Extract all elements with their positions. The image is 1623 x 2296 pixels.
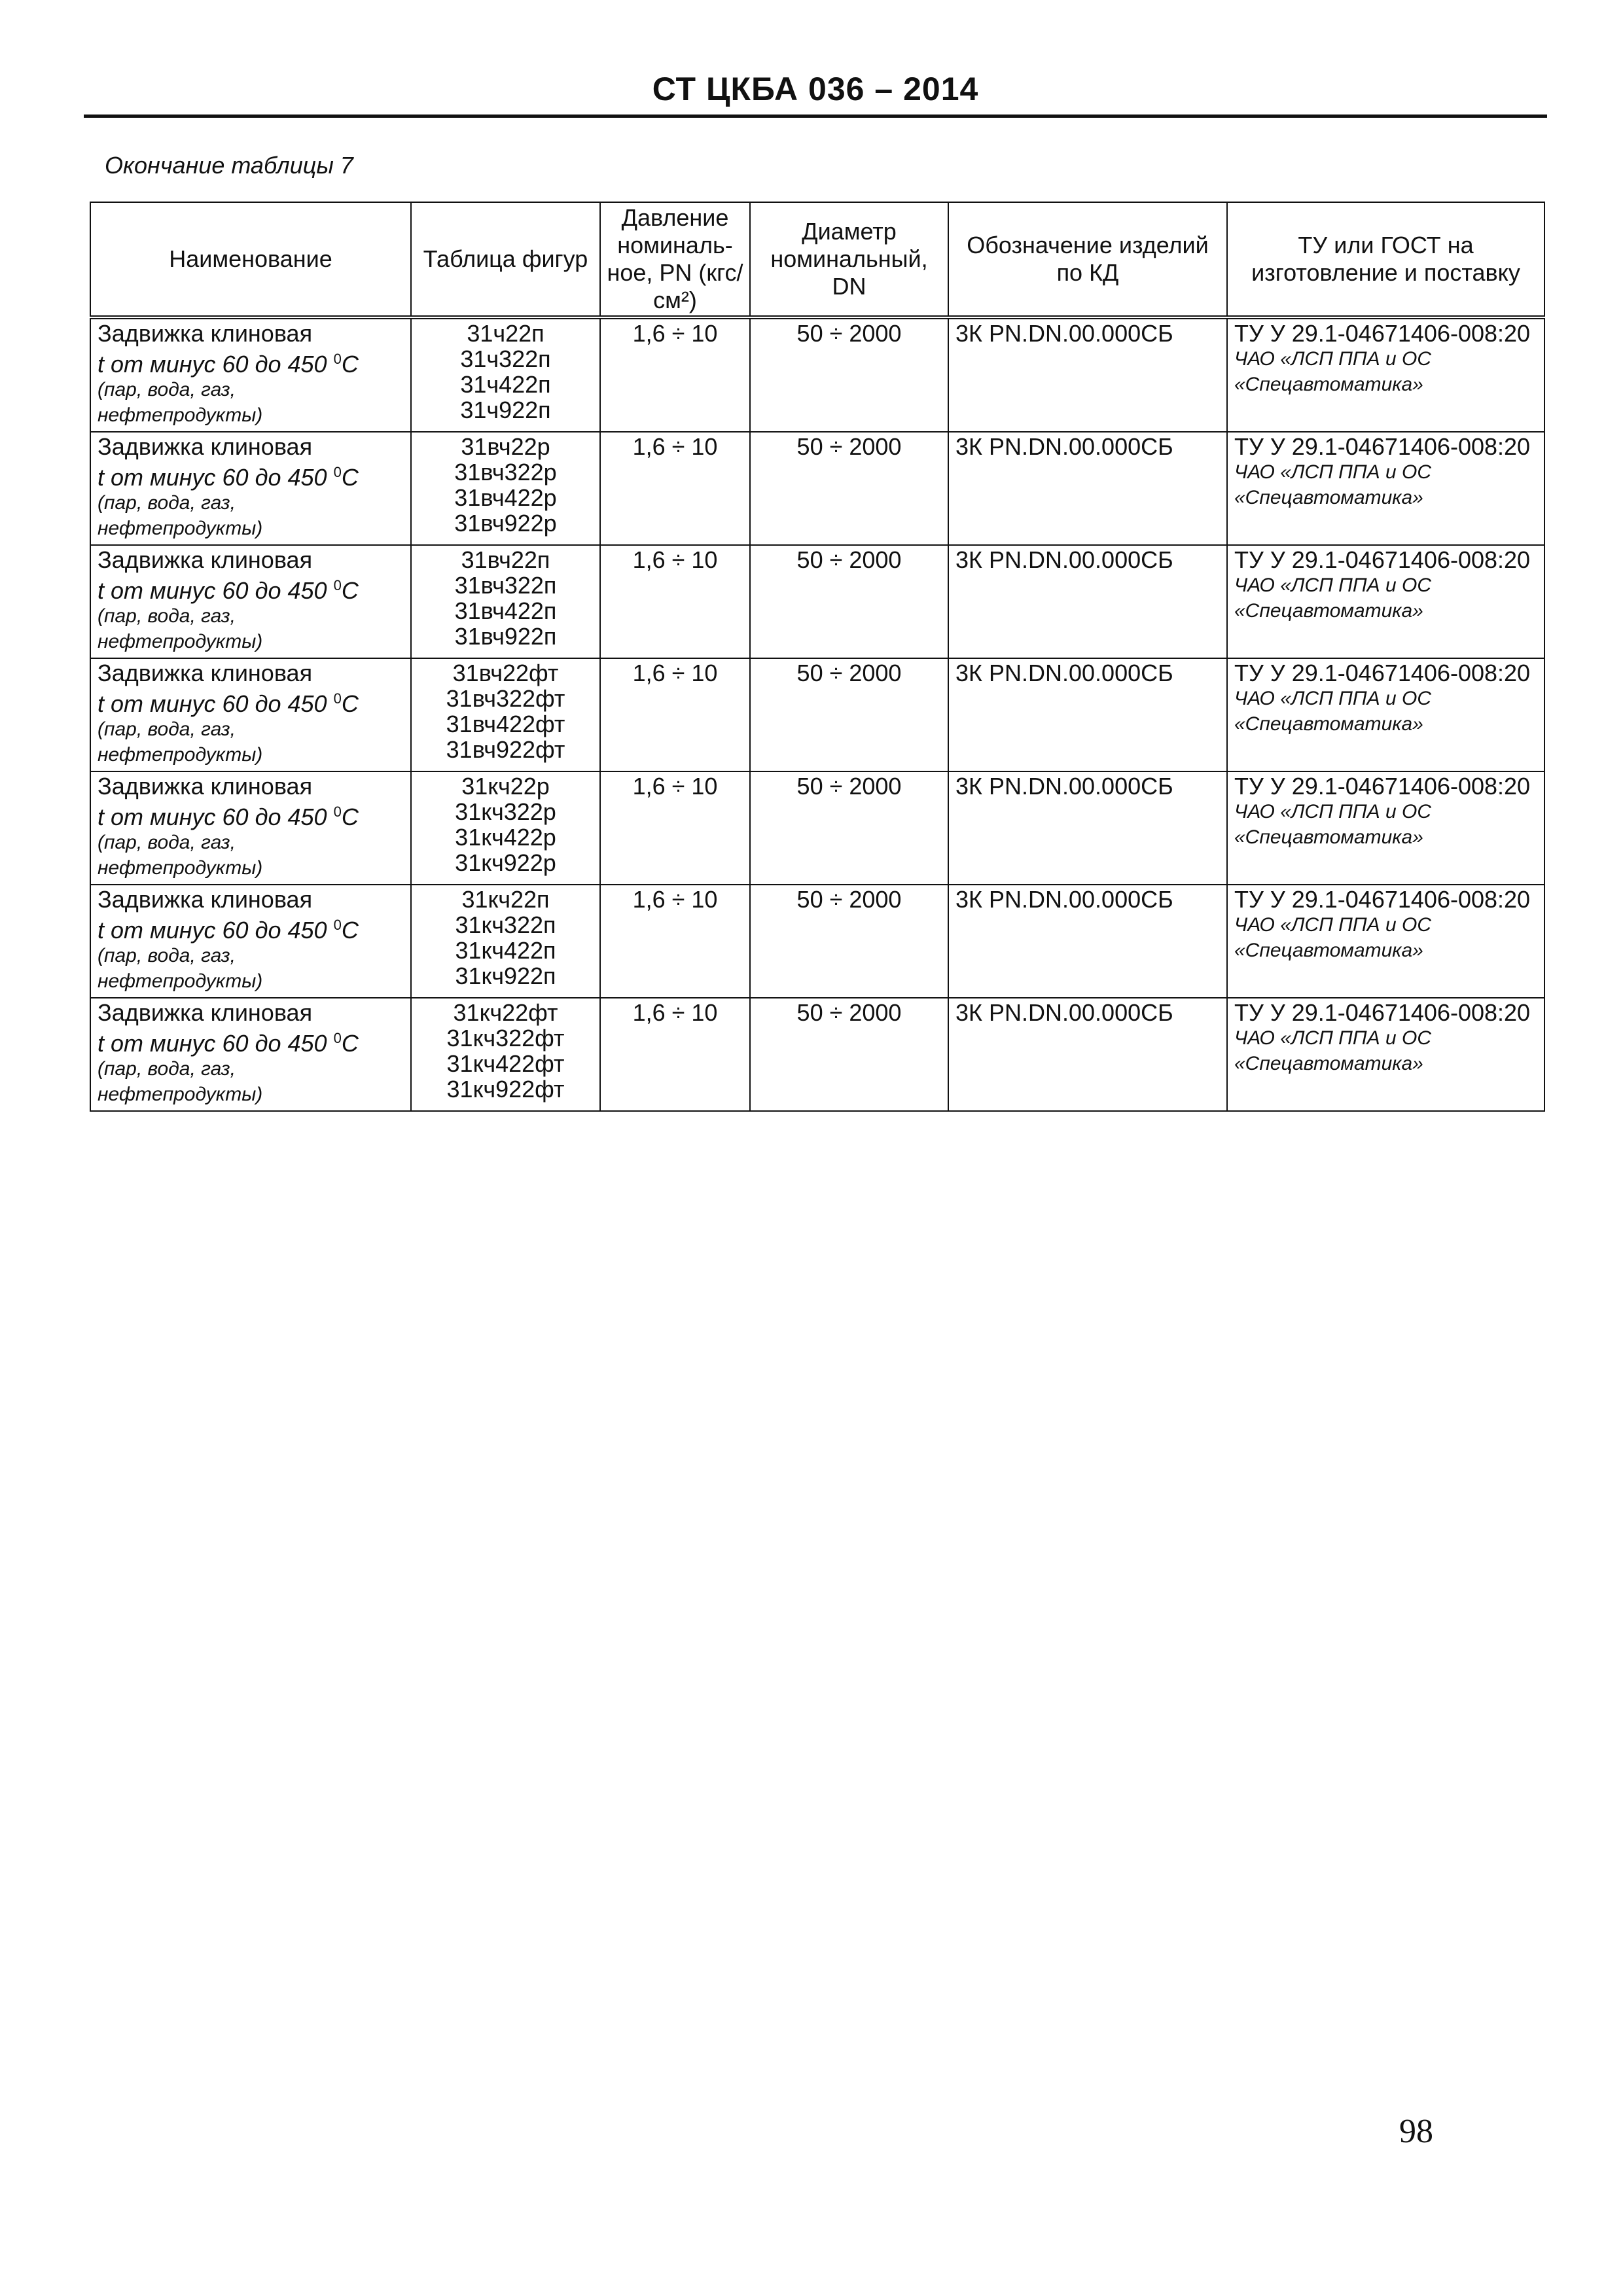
- cell-dn: 50 ÷ 2000: [750, 317, 948, 432]
- manufacturer: ЧАО «ЛСП ППА и ОС «Спецавтоматика»: [1234, 1027, 1432, 1074]
- manufacturer: ЧАО «ЛСП ППА и ОС «Спецавтоматика»: [1234, 461, 1432, 508]
- cell-kd: 3К PN.DN.00.000СБ: [948, 658, 1227, 771]
- cell-kd: 3К PN.DN.00.000СБ: [948, 885, 1227, 998]
- temperature-range: [98, 799, 404, 830]
- figure-code: 31вч422р: [454, 484, 557, 511]
- table-row: [90, 771, 1544, 885]
- figure-code: 31вч22п: [461, 546, 550, 573]
- figure-code: 31вч422фт: [446, 711, 565, 737]
- figure-code: 31кч22р: [461, 773, 550, 800]
- working-media: (пар, вода, газ, нефтепродукты): [98, 1058, 263, 1105]
- working-media: (пар, вода, газ, нефтепродукты): [98, 718, 263, 766]
- valve-name: Задвижка клиновая: [98, 546, 313, 573]
- cell-name: [90, 771, 411, 885]
- degree-mark: 0: [333, 464, 342, 480]
- temperature-text: t от минус 60 до 450: [98, 577, 327, 604]
- figure-code: 31ч922п: [460, 397, 551, 423]
- page-number: 98: [1399, 2113, 1433, 2150]
- figure-code: 31кч922р: [455, 849, 556, 876]
- temperature-text: t от минус 60 до 450: [98, 690, 327, 717]
- figure-code: 31кч22п: [461, 886, 550, 913]
- temperature-text: t от минус 60 до 450: [98, 1030, 327, 1057]
- table-header-row: [90, 202, 1544, 317]
- figure-code: 31вч922р: [454, 510, 557, 537]
- cell-tu: [1227, 658, 1544, 771]
- working-media: (пар, вода, газ, нефтепродукты): [98, 945, 263, 992]
- temperature-text: t от минус 60 до 450: [98, 351, 327, 378]
- cell-figures: [411, 658, 600, 771]
- degree-mark: 0: [333, 690, 342, 707]
- cell-name: [90, 998, 411, 1111]
- cell-pn: 1,6 ÷ 10: [600, 885, 750, 998]
- temperature-unit: C: [341, 917, 359, 944]
- temperature-range: [98, 912, 404, 943]
- figure-code: 31ч322п: [460, 345, 551, 372]
- manufacturer: ЧАО «ЛСП ППА и ОС «Спецавтоматика»: [1234, 348, 1432, 395]
- degree-mark: 0: [333, 917, 342, 933]
- document-code: СТ ЦКБА 036 – 2014: [652, 71, 979, 107]
- figure-code: 31кч22фт: [453, 999, 558, 1026]
- cell-name: [90, 432, 411, 545]
- table-row: [90, 432, 1544, 545]
- table-row: [90, 998, 1544, 1111]
- column-header-tu: ТУ или ГОСТ на изготовление и поставку: [1227, 202, 1544, 317]
- cell-dn: 50 ÷ 2000: [750, 998, 948, 1111]
- figure-code: 31вч322п: [454, 572, 557, 599]
- temperature-unit: C: [341, 464, 359, 491]
- temperature-range: [98, 346, 404, 377]
- cell-name: [90, 545, 411, 658]
- cell-tu: [1227, 432, 1544, 545]
- cell-figures: [411, 432, 600, 545]
- figure-code: 31кч322п: [455, 911, 556, 938]
- temperature-unit: C: [341, 690, 359, 717]
- degree-mark: 0: [333, 351, 342, 367]
- cell-pn: 1,6 ÷ 10: [600, 432, 750, 545]
- valve-name: Задвижка клиновая: [98, 999, 313, 1026]
- temperature-text: t от минус 60 до 450: [98, 917, 327, 944]
- column-header-dn: Диаметр номинальный, DN: [750, 202, 948, 317]
- valve-name: Задвижка клиновая: [98, 433, 313, 460]
- column-header-kd: Обозначение изделий по КД: [948, 202, 1227, 317]
- cell-pn: 1,6 ÷ 10: [600, 998, 750, 1111]
- tu-number: ТУ У 29.1-04671406-008:20: [1234, 886, 1531, 913]
- cell-figures: [411, 545, 600, 658]
- table-row: [90, 658, 1544, 771]
- temperature-range: [98, 1025, 404, 1056]
- figure-code: 31вч22р: [461, 433, 550, 460]
- figure-code: 31кч922п: [455, 963, 556, 989]
- cell-tu: [1227, 771, 1544, 885]
- cell-name: [90, 885, 411, 998]
- manufacturer: ЧАО «ЛСП ППА и ОС «Спецавтоматика»: [1234, 914, 1432, 961]
- tu-number: ТУ У 29.1-04671406-008:20: [1234, 773, 1531, 800]
- cell-dn: 50 ÷ 2000: [750, 885, 948, 998]
- degree-mark: 0: [333, 1030, 342, 1046]
- working-media: (пар, вода, газ, нефтепродукты): [98, 492, 263, 539]
- cell-figures: [411, 771, 600, 885]
- figure-code: 31ч22п: [467, 320, 544, 347]
- cell-kd: 3К PN.DN.00.000СБ: [948, 317, 1227, 432]
- valve-name: Задвижка клиновая: [98, 886, 313, 913]
- figure-code: 31кч322фт: [446, 1025, 565, 1051]
- document-header: [84, 69, 1547, 118]
- cell-pn: 1,6 ÷ 10: [600, 658, 750, 771]
- cell-dn: 50 ÷ 2000: [750, 771, 948, 885]
- figure-code: 31кч422п: [455, 937, 556, 964]
- working-media: (пар, вода, газ, нефтепродукты): [98, 605, 263, 652]
- temperature-text: t от минус 60 до 450: [98, 804, 327, 830]
- figure-code: 31кч322р: [455, 798, 556, 825]
- temperature-unit: C: [341, 804, 359, 830]
- cell-figures: [411, 317, 600, 432]
- cell-figures: [411, 885, 600, 998]
- temperature-unit: C: [341, 577, 359, 604]
- figure-code: 31вч22фт: [452, 660, 559, 686]
- tu-number: ТУ У 29.1-04671406-008:20: [1234, 546, 1531, 573]
- cell-tu: [1227, 317, 1544, 432]
- table-caption: Окончание таблицы 7: [105, 152, 353, 179]
- manufacturer: ЧАО «ЛСП ППА и ОС «Спецавтоматика»: [1234, 801, 1432, 848]
- column-header-figures: Таблица фигур: [411, 202, 600, 317]
- cell-pn: 1,6 ÷ 10: [600, 771, 750, 885]
- temperature-range: [98, 459, 404, 490]
- valve-name: Задвижка клиновая: [98, 320, 313, 347]
- degree-mark: 0: [333, 804, 342, 820]
- cell-pn: 1,6 ÷ 10: [600, 317, 750, 432]
- figure-code: 31вч922п: [454, 623, 557, 650]
- cell-kd: 3К PN.DN.00.000СБ: [948, 998, 1227, 1111]
- figure-code: 31кч922фт: [446, 1076, 565, 1103]
- temperature-range: [98, 686, 404, 716]
- tu-number: ТУ У 29.1-04671406-008:20: [1234, 999, 1531, 1026]
- temperature-range: [98, 573, 404, 603]
- table-row: [90, 545, 1544, 658]
- working-media: (пар, вода, газ, нефтепродукты): [98, 832, 263, 879]
- cell-tu: [1227, 545, 1544, 658]
- cell-tu: [1227, 885, 1544, 998]
- figure-code: 31вч322р: [454, 459, 557, 486]
- cell-kd: 3К PN.DN.00.000СБ: [948, 771, 1227, 885]
- table-row: [90, 317, 1544, 432]
- valve-name: Задвижка клиновая: [98, 773, 313, 800]
- manufacturer: ЧАО «ЛСП ППА и ОС «Спецавтоматика»: [1234, 688, 1432, 735]
- cell-kd: 3К PN.DN.00.000СБ: [948, 545, 1227, 658]
- cell-name: [90, 317, 411, 432]
- column-header-name: Наименование: [90, 202, 411, 317]
- temperature-unit: C: [341, 351, 359, 378]
- table-body: [90, 317, 1544, 1111]
- cell-kd: 3К PN.DN.00.000СБ: [948, 432, 1227, 545]
- column-header-pn: Давление номиналь-ное, PN (кгс/см²): [600, 202, 750, 317]
- table-row: [90, 885, 1544, 998]
- cell-dn: 50 ÷ 2000: [750, 658, 948, 771]
- cell-figures: [411, 998, 600, 1111]
- figure-code: 31вч922фт: [446, 736, 565, 763]
- temperature-unit: C: [341, 1030, 359, 1057]
- figure-code: 31кч422р: [455, 824, 556, 851]
- valve-name: Задвижка клиновая: [98, 660, 313, 686]
- cell-tu: [1227, 998, 1544, 1111]
- tu-number: ТУ У 29.1-04671406-008:20: [1234, 320, 1531, 347]
- figure-code: 31ч422п: [460, 371, 551, 398]
- tu-number: ТУ У 29.1-04671406-008:20: [1234, 433, 1531, 460]
- cell-name: [90, 658, 411, 771]
- cell-dn: 50 ÷ 2000: [750, 545, 948, 658]
- degree-mark: 0: [333, 577, 342, 593]
- cell-pn: 1,6 ÷ 10: [600, 545, 750, 658]
- working-media: (пар, вода, газ, нефтепродукты): [98, 379, 263, 426]
- figure-code: 31вч422п: [454, 597, 557, 624]
- figure-code: 31вч322фт: [446, 685, 565, 712]
- cell-dn: 50 ÷ 2000: [750, 432, 948, 545]
- temperature-text: t от минус 60 до 450: [98, 464, 327, 491]
- tu-number: ТУ У 29.1-04671406-008:20: [1234, 660, 1531, 686]
- manufacturer: ЧАО «ЛСП ППА и ОС «Спецавтоматика»: [1234, 574, 1432, 622]
- figure-code: 31кч422фт: [446, 1050, 565, 1077]
- valve-spec-table: [90, 202, 1545, 1112]
